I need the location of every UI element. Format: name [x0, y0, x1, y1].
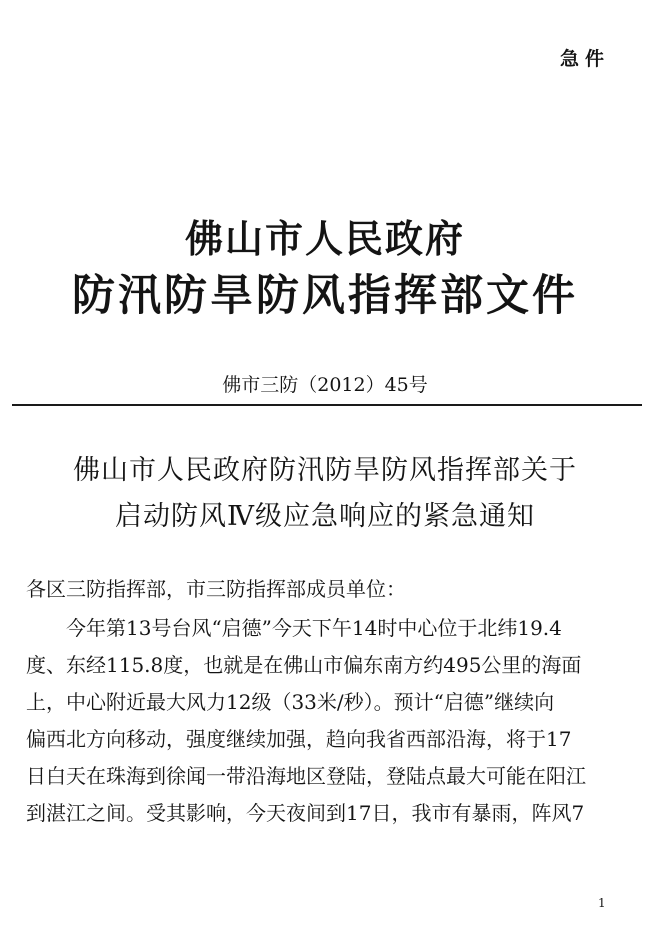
body-line: 到湛江之间。受其影响，今天夜间到17日，我市有暴雨，阵风7: [26, 801, 585, 825]
body-line: 上，中心附近最大风力12级（33米/秒）。预计“启德”继续向: [26, 690, 555, 714]
body-paragraph: [26, 610, 616, 832]
salutation: 各区三防指挥部，市三防指挥部成员单位：: [26, 577, 406, 601]
issuer-name-line2: 防汛防旱防风指挥部文件: [72, 271, 578, 321]
document-title-line1: 佛山市人民政府防汛防旱防风指挥部关于: [73, 455, 577, 486]
issuer-name-line1: 佛山市人民政府: [184, 217, 465, 261]
body-line: 度、东经115.8度，也就是在佛山市偏东南方约495公里的海面: [26, 653, 582, 677]
body-line: 偏西北方向移动，强度继续加强，趋向我省西部沿海，将于17: [26, 727, 572, 751]
document-number: 佛市三防（2012）45号: [222, 374, 428, 396]
header-divider: [12, 404, 642, 406]
body-line: 今年第13号台风“启德”今天下午14时中心位于北纬19.4: [26, 616, 562, 640]
urgency-label: 急件: [559, 48, 610, 70]
page-number: 1: [598, 896, 606, 910]
document-title-line2: 启动防风Ⅳ级应急响应的紧急通知: [115, 501, 535, 532]
body-line: 日白天在珠海到徐闻一带沿海地区登陆，登陆点最大可能在阳江: [26, 764, 586, 788]
